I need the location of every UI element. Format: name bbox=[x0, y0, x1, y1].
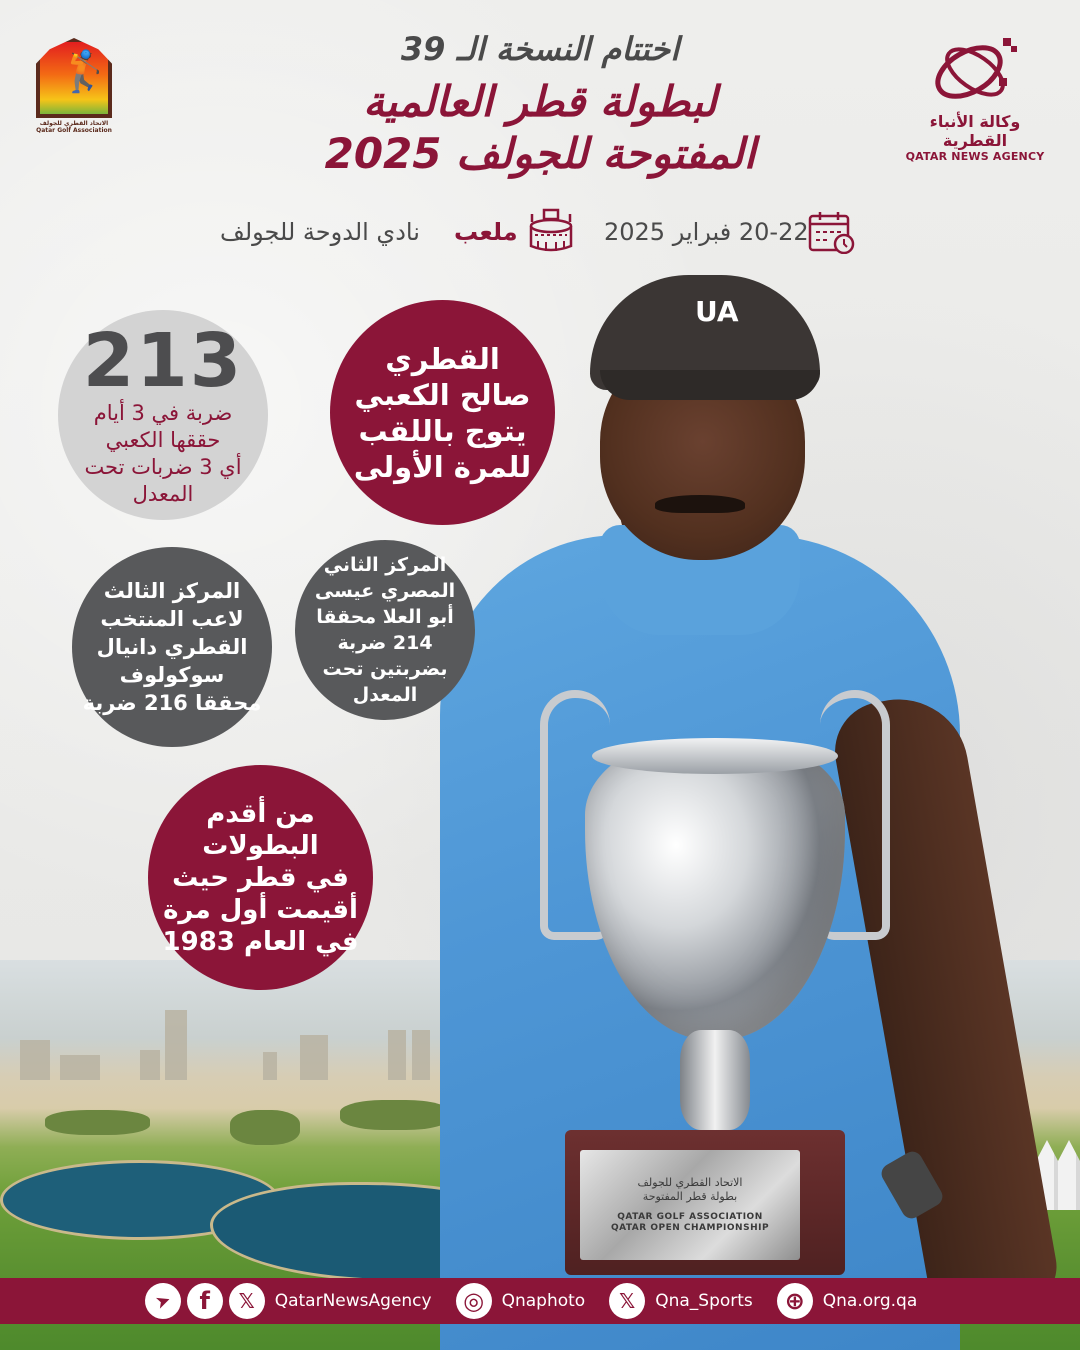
winner-circle bbox=[330, 300, 555, 525]
qga-arabic-name: الاتحاد القطري للجولف bbox=[39, 120, 109, 127]
third-place-circle bbox=[72, 547, 272, 747]
third-place-line: المركز الثالث bbox=[103, 579, 241, 603]
facebook-icon[interactable]: f bbox=[187, 1283, 223, 1319]
qna-logo bbox=[900, 32, 1050, 162]
plaque-arabic-line: بطولة قطر المفتوحة bbox=[642, 1190, 738, 1203]
qga-english-name: Qatar Golf Association bbox=[36, 127, 112, 134]
skyline-building bbox=[388, 1030, 406, 1080]
tree-cluster bbox=[230, 1110, 300, 1145]
skyline-building bbox=[300, 1035, 328, 1080]
history-line: أقيمت أول مرة bbox=[163, 894, 358, 925]
history-line: البطولات bbox=[202, 830, 319, 861]
skyline-building bbox=[263, 1052, 277, 1080]
third-place-line: القطري دانيال bbox=[96, 635, 248, 659]
third-place-line: محققا 216 ضربة bbox=[82, 691, 262, 715]
skyline-building bbox=[165, 1010, 187, 1080]
winner-line: يتوج باللقب bbox=[358, 413, 527, 448]
qna-orbit-logo-icon bbox=[925, 32, 1025, 110]
tree-cluster bbox=[340, 1100, 450, 1130]
third-place-line: سوكولوف bbox=[119, 663, 225, 687]
qna-arabic-name: وكالة الأنباء القطرية bbox=[929, 112, 1021, 150]
score-line: ضربة في 3 أيام bbox=[93, 401, 233, 425]
social-handle-qatarnewsagency[interactable]: QatarNewsAgency bbox=[274, 1291, 432, 1311]
qatar-golf-association-logo bbox=[36, 38, 112, 134]
tree-cluster bbox=[45, 1110, 150, 1135]
score-line: حققها الكعبي bbox=[105, 428, 221, 452]
stadium-icon bbox=[526, 208, 576, 254]
winner-line: القطري bbox=[385, 341, 500, 376]
trophy-stem bbox=[680, 1030, 750, 1130]
cap-brand-logo: UA bbox=[695, 295, 739, 328]
cap-brim bbox=[600, 370, 820, 400]
player-mustache bbox=[655, 495, 745, 513]
social-footer-bar bbox=[0, 1278, 1080, 1324]
x-icon[interactable]: 𝕏 bbox=[229, 1283, 265, 1319]
title-edition: اختتام النسخة الـ 39 bbox=[400, 30, 680, 68]
third-place-line: لاعب المنتخب bbox=[100, 607, 244, 631]
event-date: 20-22 فبراير 2025 bbox=[604, 218, 809, 246]
plaque-english-line: QATAR OPEN CHAMPIONSHIP bbox=[610, 1223, 770, 1233]
second-place-line: المصري عيسى bbox=[314, 580, 456, 602]
second-place-circle bbox=[295, 540, 475, 720]
second-place-line: المركز الثاني bbox=[323, 554, 447, 576]
history-line: في العام 1983 bbox=[162, 926, 359, 957]
history-line: من أقدم bbox=[206, 798, 315, 829]
golfer-silhouette-icon: 🏌 bbox=[60, 49, 110, 95]
skyline-building bbox=[20, 1040, 50, 1080]
skyline-building bbox=[60, 1055, 100, 1080]
score-line: المعدل bbox=[132, 482, 194, 506]
winning-score: 213 bbox=[82, 318, 244, 404]
telegram-icon[interactable]: ➤ bbox=[140, 1278, 186, 1324]
social-handle-qna-sports[interactable]: Qna_Sports bbox=[655, 1291, 753, 1311]
qna-english-name: QATAR NEWS AGENCY bbox=[905, 150, 1045, 163]
venue-name: نادي الدوحة للجولف bbox=[220, 218, 420, 246]
globe-icon[interactable]: ⊕ bbox=[777, 1283, 813, 1319]
title-tournament: لبطولة قطر العالمية bbox=[363, 77, 717, 126]
history-circle bbox=[148, 765, 373, 990]
winner-line: صالح الكعبي bbox=[354, 377, 531, 412]
qga-name bbox=[36, 120, 112, 134]
score-circle bbox=[58, 310, 268, 520]
plaque-english-line: QATAR GOLF ASSOCIATION bbox=[617, 1212, 763, 1222]
score-line: أي 3 ضربات تحت bbox=[84, 455, 242, 479]
second-place-line: 214 ضربة bbox=[337, 632, 433, 654]
second-place-line: المعدل bbox=[352, 684, 418, 706]
event-info-row bbox=[220, 208, 860, 258]
skyline-building bbox=[412, 1030, 430, 1080]
history-line: في قطر حيث bbox=[172, 862, 349, 893]
trophy-rim bbox=[592, 738, 838, 774]
second-place-line: بضربتين تحت bbox=[322, 658, 448, 680]
calendar-icon bbox=[808, 210, 856, 254]
second-place-line: أبو العلا محققا bbox=[316, 606, 454, 628]
winner-line: للمرة الأولى bbox=[353, 449, 532, 484]
website-link[interactable]: Qna.org.qa bbox=[822, 1291, 918, 1311]
social-handle-qnaphoto[interactable]: Qnaphoto bbox=[501, 1291, 586, 1311]
skyline-building bbox=[140, 1050, 160, 1080]
title-tournament-year: المفتوحة للجولف 2025 bbox=[324, 129, 756, 178]
trophy-plaque bbox=[580, 1150, 800, 1260]
x-icon[interactable]: 𝕏 bbox=[609, 1283, 645, 1319]
instagram-icon[interactable]: ◎ bbox=[456, 1283, 492, 1319]
plaque-arabic-line: الاتحاد القطري للجولف bbox=[637, 1176, 743, 1189]
venue-label: ملعب bbox=[454, 218, 518, 246]
